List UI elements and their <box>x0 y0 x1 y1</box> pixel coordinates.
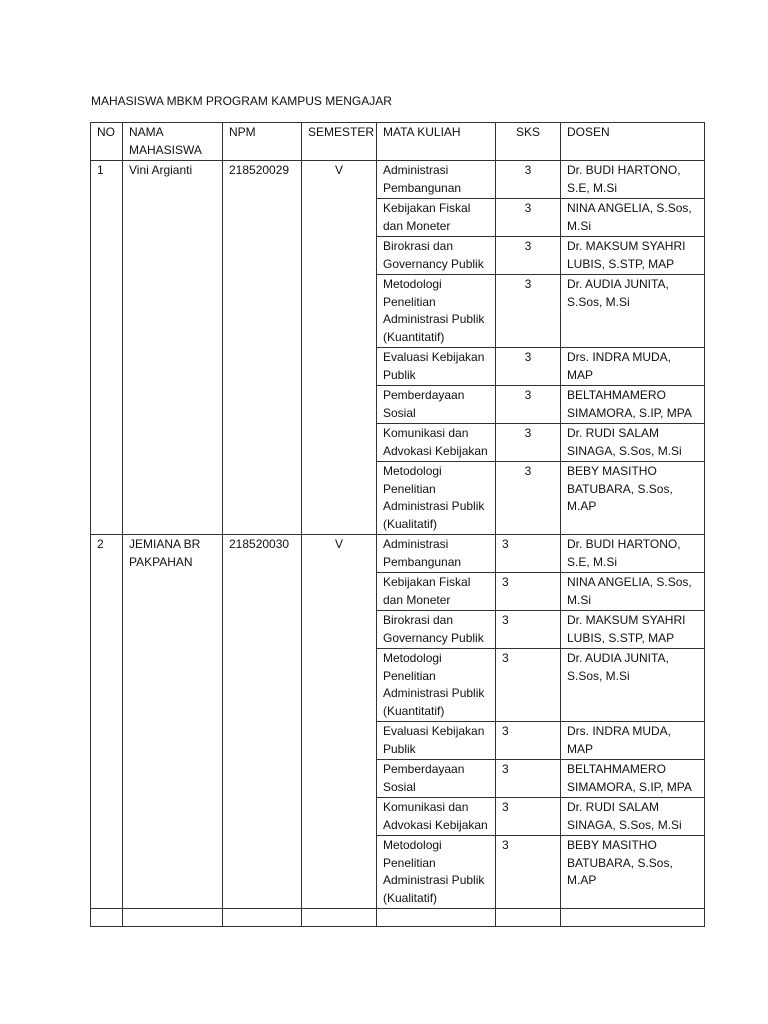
table-header-row <box>91 123 705 161</box>
student-npm: 218520030 <box>223 535 302 909</box>
course-lecturer: BEBY MASITHO BATUBARA, S.Sos, M.AP <box>561 836 705 909</box>
table-row <box>91 535 705 573</box>
course-sks: 3 <box>496 275 561 348</box>
student-name: Vini Argianti <box>123 161 223 535</box>
course-sks: 3 <box>496 836 561 909</box>
header-mata-kuliah: MATA KULIAH <box>377 123 496 161</box>
course-sks: 3 <box>496 424 561 462</box>
student-course-table <box>90 122 705 927</box>
course-sks: 3 <box>496 573 561 611</box>
course-sks: 3 <box>496 237 561 275</box>
course-name: Metodologi Penelitian Administrasi Publik (Kualitatif) <box>377 836 496 909</box>
course-sks: 3 <box>496 798 561 836</box>
course-lecturer: Dr. MAKSUM SYAHRI LUBIS, S.STP, MAP <box>561 611 705 649</box>
course-sks: 3 <box>496 760 561 798</box>
course-lecturer: Dr. RUDI SALAM SINAGA, S.Sos, M.Si <box>561 424 705 462</box>
course-lecturer: Dr. AUDIA JUNITA, S.Sos, M.Si <box>561 649 705 722</box>
course-lecturer: BELTAHMAMERO SIMAMORA, S.IP, MPA <box>561 386 705 424</box>
course-lecturer: BEBY MASITHO BATUBARA, S.Sos, M.AP <box>561 462 705 535</box>
course-lecturer: Dr. AUDIA JUNITA, S.Sos, M.Si <box>561 275 705 348</box>
course-sks: 3 <box>496 611 561 649</box>
course-lecturer: Dr. BUDI HARTONO, S.E, M.Si <box>561 535 705 573</box>
student-no: 1 <box>91 161 123 535</box>
course-name: Pemberdayaan Sosial <box>377 386 496 424</box>
course-lecturer: Drs. INDRA MUDA, MAP <box>561 348 705 386</box>
course-sks: 3 <box>496 462 561 535</box>
course-sks: 3 <box>496 649 561 722</box>
course-name: Birokrasi dan Governancy Publik <box>377 611 496 649</box>
course-name: Komunikasi dan Advokasi Kebijakan <box>377 424 496 462</box>
header-dosen: DOSEN <box>561 123 705 161</box>
course-name: Metodologi Penelitian Administrasi Publik (Kualitatif) <box>377 462 496 535</box>
course-name: Kebijakan Fiskal dan Moneter <box>377 573 496 611</box>
header-npm: NPM <box>223 123 302 161</box>
course-name: Administrasi Pembangunan <box>377 535 496 573</box>
student-npm: 218520029 <box>223 161 302 535</box>
course-name: Pemberdayaan Sosial <box>377 760 496 798</box>
course-name: Administrasi Pembangunan <box>377 161 496 199</box>
course-lecturer: BELTAHMAMERO SIMAMORA, S.IP, MPA <box>561 760 705 798</box>
student-semester: V <box>302 161 377 535</box>
header-nama: NAMA MAHASISWA <box>123 123 223 161</box>
student-semester: V <box>302 535 377 909</box>
course-name: Evaluasi Kebijakan Publik <box>377 722 496 760</box>
course-name: Komunikasi dan Advokasi Kebijakan <box>377 798 496 836</box>
course-name: Birokrasi dan Governancy Publik <box>377 237 496 275</box>
course-sks: 3 <box>496 722 561 760</box>
student-no: 2 <box>91 535 123 909</box>
table-empty-row <box>91 909 705 927</box>
course-name: Kebijakan Fiskal dan Moneter <box>377 199 496 237</box>
header-no: NO <box>91 123 123 161</box>
course-lecturer: Drs. INDRA MUDA, MAP <box>561 722 705 760</box>
course-lecturer: Dr. MAKSUM SYAHRI LUBIS, S.STP, MAP <box>561 237 705 275</box>
course-lecturer: Dr. RUDI SALAM SINAGA, S.Sos, M.Si <box>561 798 705 836</box>
course-name: Evaluasi Kebijakan Publik <box>377 348 496 386</box>
course-sks: 3 <box>496 199 561 237</box>
course-name: Metodologi Penelitian Administrasi Publik (Kuantitatif) <box>377 275 496 348</box>
course-sks: 3 <box>496 386 561 424</box>
header-sks: SKS <box>496 123 561 161</box>
course-lecturer: NINA ANGELIA, S.Sos, M.Si <box>561 573 705 611</box>
course-lecturer: Dr. BUDI HARTONO, S.E, M.Si <box>561 161 705 199</box>
student-name: JEMIANA BR PAKPAHAN <box>123 535 223 909</box>
course-sks: 3 <box>496 348 561 386</box>
course-sks: 3 <box>496 535 561 573</box>
course-name: Metodologi Penelitian Administrasi Publik (Kuantitatif) <box>377 649 496 722</box>
course-sks: 3 <box>496 161 561 199</box>
document-title: MAHASISWA MBKM PROGRAM KAMPUS MENGAJAR <box>91 94 392 108</box>
table-row <box>91 161 705 199</box>
course-lecturer: NINA ANGELIA, S.Sos, M.Si <box>561 199 705 237</box>
header-semester: SEMESTER <box>302 123 377 161</box>
